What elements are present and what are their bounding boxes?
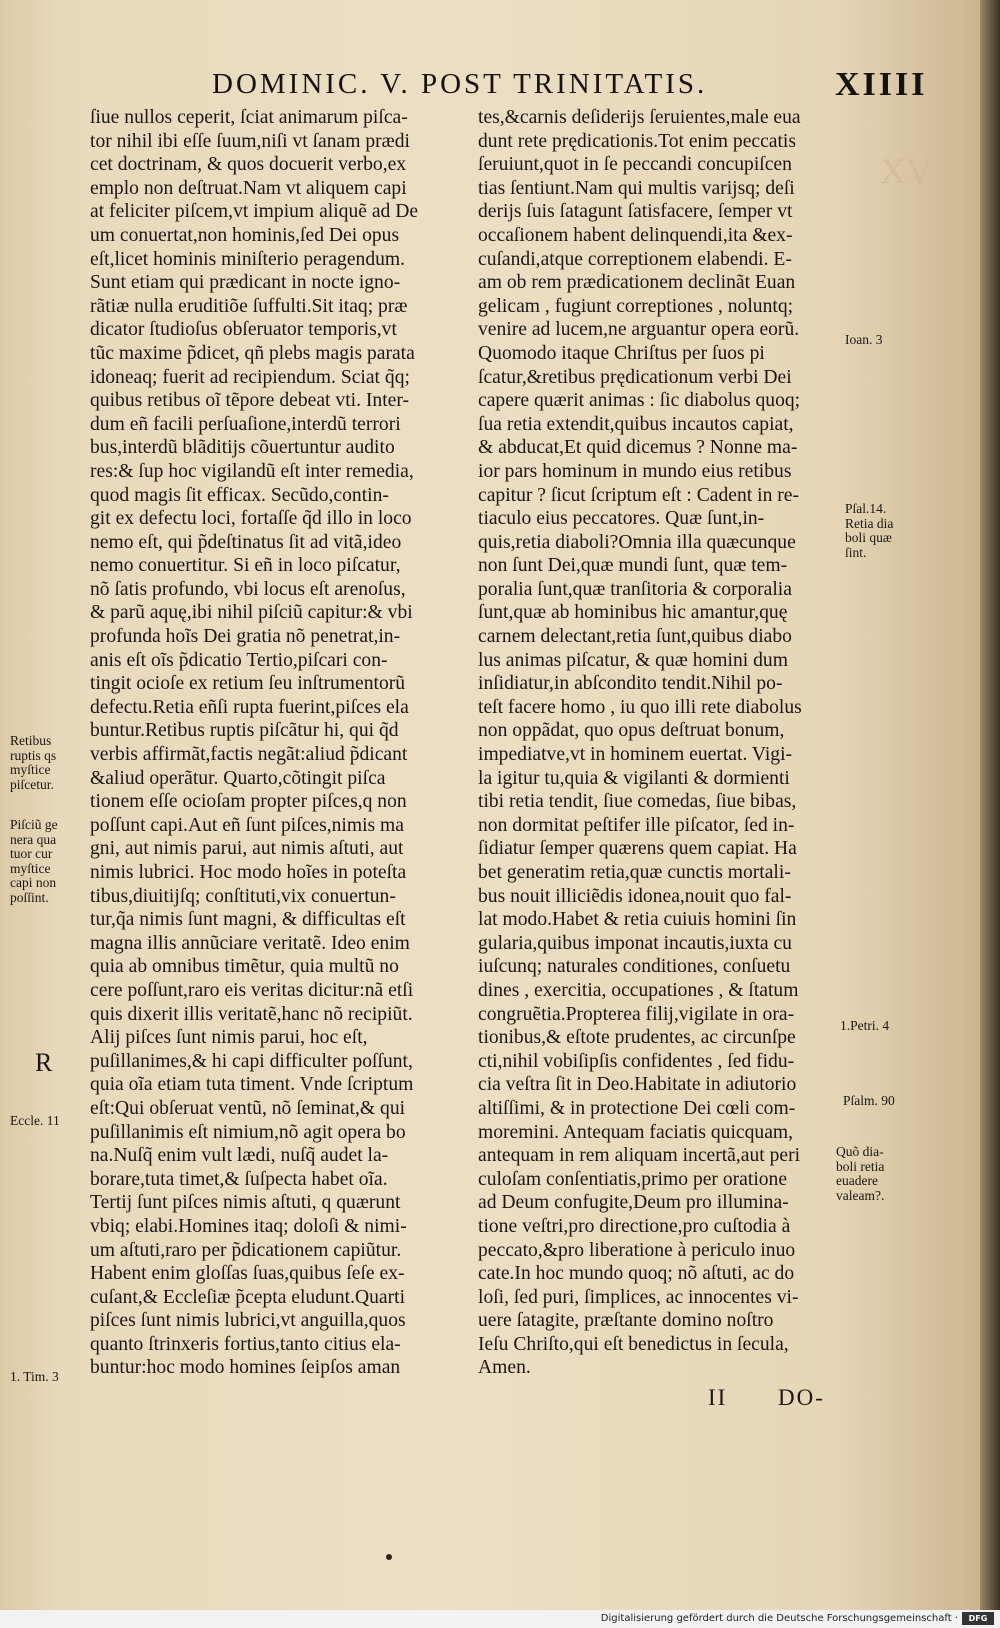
text-line: non ſunt Dei,quæ mundi ſunt, quæ tem- — [478, 555, 788, 577]
text-line: nõ ſatis profundo, vbi locus eſt arenoſus, — [90, 578, 406, 600]
text-line: impediatve,vt in hominem euertat. Vigi- — [478, 744, 793, 766]
text-line: lat modo.Habet & retia cuiuis homini ſin — [478, 909, 797, 931]
text-line: altiſſimi, & in protectione Dei cœli com- — [478, 1097, 796, 1119]
text-line: eſt,licet hominis miniſterio peragendum. — [90, 248, 406, 270]
show-through-mark: XV — [880, 151, 932, 191]
margin-note-line: myſtice — [10, 762, 51, 777]
text-line: Sunt etiam qui prædicant in nocte igno- — [90, 272, 401, 294]
text-line: & abducat,Et quid dicemus ? Nonne ma- — [478, 437, 798, 459]
margin-note-line: capi non — [10, 875, 57, 890]
text-line: ſidiatur ſemper quærens quem capiat. Ha — [478, 838, 797, 860]
text-line: occaſionem habent delinquendi,ita &ex- — [478, 224, 793, 246]
text-line: vbiq; elabi.Homines itaq; doloſi & nimi- — [90, 1215, 407, 1237]
text-line: Tertij ſunt piſces nimis aſtuti, q quærunt — [90, 1192, 401, 1214]
text-line: moremini. Antequam faciatis quicquam, — [478, 1121, 794, 1143]
margin-note-line: tuor cur — [10, 846, 53, 861]
catchword: DO- — [778, 1385, 825, 1410]
text-line: bus nouit illiciẽdis idonea,nouit quo fal- — [478, 885, 792, 907]
page-header — [0, 68, 980, 108]
margin-note-quo-diaboli — [836, 1145, 884, 1203]
text-line: ſcatur,&retibus prędicationum verbi Dei — [478, 366, 792, 388]
text-line: emplo non deſtruat.Nam vt aliquem capi — [90, 177, 407, 199]
margin-note-psalm90: Pſalm. 90 — [843, 1093, 895, 1108]
text-line: bus,interdũ blãditijs cõuertuntur audito — [90, 437, 395, 459]
text-line: nimis lubrici. Hoc modo hoĩes in poteſta — [90, 862, 407, 883]
text-line: dines , exercitia, occupationes , & ſtatum — [478, 979, 799, 1001]
text-line: venire ad lucem,ne arguantur opera eorũ. — [478, 319, 800, 341]
margin-note-line: Retia dia — [845, 515, 894, 531]
text-line: git ex defectu loci, fortaſſe q̃d illo in loco — [90, 508, 412, 530]
text-line: tibus,diuitijſq; conſtituti,vix conuertun- — [90, 885, 396, 907]
margin-note-line: nera qua — [10, 831, 57, 847]
text-line: cet doctrinam, & quos docuerit verbo,ex — [90, 154, 407, 176]
text-line: quibus retibus oĩ tẽpore debeat vti. Inter- — [90, 390, 410, 412]
text-line: piſces ſunt nimis lubrici,vt anguilla,quos — [90, 1310, 406, 1332]
text-line: bet generatim retia,quæ cunctis mortali- — [478, 862, 791, 883]
text-line: dum eñ facili perſuaſione,interdũ terrori — [90, 413, 401, 435]
text-line: teſt facere homo , iu quo illi rete diabolus — [478, 696, 802, 718]
text-line: uere ſatagite, præſtante domino noſtro — [478, 1310, 774, 1332]
text-line: poralia ſunt,quæ tranſitoria & corporalia — [478, 578, 792, 600]
text-line: gelicam , fugiunt correptiones , noluntq; — [478, 295, 794, 317]
text-line: gni, aut nimis parui, aut nimis aſtuti, aut — [90, 838, 404, 860]
page-edge — [980, 0, 1000, 1610]
text-line: inſidiatur,in abſcondito tendit.Nihil po- — [478, 673, 783, 695]
folio-number: XIIII — [835, 66, 928, 103]
text-line: culoſam conſentiatis,primo per oratione — [478, 1168, 788, 1190]
text-line: nemo eſt, qui p̃deſtinatus ſit ad vitã,ideo — [90, 531, 402, 553]
text-line: poſſunt capi.Aut eñ ſunt piſces,nimis ma — [90, 814, 404, 836]
text-line: tiaculo eius peccatores. Quæ ſunt,in- — [478, 508, 765, 530]
text-line: cere poſſunt,raro eis veritas dicitur:nã etſi — [90, 979, 414, 1001]
text-line: quia ab omnibus timẽtur, quia multũ no — [90, 956, 399, 978]
text-line: puſillanimis eſt nimium,nõ agit opera bo — [90, 1121, 406, 1143]
text-line: tionem eſſe ocioſam propter piſces,q non — [90, 791, 407, 813]
margin-note-line: poſſint. — [10, 889, 49, 905]
text-line: Quomodo itaque Chriſtus per ſuos pi — [478, 342, 765, 364]
text-line: ſua retia extendit,quibus incautos capiat, — [478, 413, 794, 435]
margin-note-eccle: Eccle. 11 — [10, 1113, 60, 1128]
text-line: antequam in rem aliquam incertã,aut peri — [478, 1145, 801, 1167]
text-line: cuſant,& Eccleſiæ p̃cepta eludunt.Quarti — [90, 1286, 406, 1308]
margin-note-line: Quõ dia- — [836, 1144, 884, 1159]
text-line: iuſcunq; naturales conditiones, conſuetu — [478, 956, 791, 978]
margin-note-line: ruptis qs — [10, 747, 57, 763]
text-line: ſeruiunt,quot in ſe peccandi concupiſcen — [478, 154, 792, 176]
text-line: tione veſtri,pro directione,pro cuſtodia à — [478, 1215, 791, 1237]
text-line: capitur ? ſicut ſcriptum eſt : Cadent in re- — [478, 484, 800, 506]
margin-note-pisciu — [10, 818, 58, 905]
margin-note-line: Retibus — [10, 733, 52, 748]
text-line: cia veſtra ſit in Deo.Habitate in adiutorio — [478, 1074, 797, 1096]
margin-note-line: piſcetur. — [10, 776, 54, 792]
text-line: quia oĩa etiam tuta timent. Vnde ſcriptum — [90, 1074, 414, 1096]
margin-note-psal14 — [845, 502, 893, 560]
text-line: cuſandi,atque correptionem elabendi. E- — [478, 248, 792, 270]
text-line: la igitur tu,quia & vigilanti & dormienti — [478, 767, 790, 789]
text-line: capere quærit animas : ſic diabolus quoq; — [478, 390, 801, 412]
text-line: non dormitat peſtifer ille piſcator, ſed in- — [478, 814, 795, 836]
text-line: congruẽtia.Propterea filij,vigilate in ora- — [478, 1003, 795, 1025]
text-line: Ieſu Chriſto,qui eſt benedictus in ſecula, — [478, 1333, 789, 1355]
text-line: idoneaq; fuerit ad recipiendum. Sciat q̃q; — [90, 366, 410, 388]
text-line: magna illis annũciare veritatẽ. Ideo enim — [90, 932, 410, 954]
signature-mark: II — [708, 1385, 728, 1410]
text-line: lus animas piſcatur, & quæ homini dum — [478, 649, 788, 671]
text-line: buntur:hoc modo homines ſeipſos aman — [90, 1357, 401, 1379]
text-line: tũc maxime p̃dicet, qñ plebs magis parata — [90, 342, 415, 364]
page-speck — [386, 1554, 392, 1560]
text-line: buntur.Retibus ruptis piſcãtur hi, qui q̃d — [90, 720, 399, 742]
text-line: profunda hoĩs Dei gratia nõ penetrat,in- — [90, 626, 401, 648]
text-line: Alij piſces ſunt nimis parui, hoc eſt, — [90, 1027, 368, 1049]
text-line: um aſtuti,raro per p̃dicationem capiũtur. — [90, 1239, 402, 1261]
text-line: na.Nuſq̃ enim vult lædi, nuſq̃ audet la- — [90, 1145, 389, 1167]
text-line: tur,q̃a nimis ſunt magni, & difficultas eſt — [90, 909, 406, 931]
text-line: non oppãdat, quo opus deſtruat bonum, — [478, 720, 785, 742]
text-line: puſillanimes,& hi capi difficulter poſſunt, — [90, 1050, 413, 1072]
text-line: quis,retia diaboli?Omnia illa quæcunque — [478, 531, 796, 553]
text-line: tias ſentiunt.Nam qui multis varijsq; deſi — [478, 177, 795, 199]
text-line: & parũ aquę,ibi nihil piſciũ capitur:& vbi — [90, 602, 413, 624]
text-line: peccato,&pro liberatione à periculo inuo — [478, 1239, 796, 1261]
text-line: ſiue nullos ceperit, ſciat animarum piſca- — [90, 107, 408, 128]
text-line: loſi, ſed puri, ſimplices, ac innocentes vi- — [478, 1286, 799, 1308]
text-line: tionibus,& eſtote prudentes, ac circunſpe — [478, 1027, 796, 1049]
text-line: eſt:Qui obſeruat ventũ, nõ ſeminat,& qui — [90, 1097, 406, 1119]
dfg-logo: DFG — [962, 1612, 994, 1625]
text-line: dicator ſtudioſus obſeruator temporis,vt — [90, 319, 397, 341]
text-line: anis eſt oĩs p̃dicatio Tertio,piſcari con- — [90, 649, 388, 671]
margin-note-line: myſtice — [10, 860, 51, 876]
text-line: quod magis ſit efficax. Secũdo,contin- — [90, 484, 389, 506]
text-line: quanto ſtrinxeris fortius,tanto citius ela- — [90, 1333, 401, 1355]
text-line: ſunt,quæ ab hominibus hic amantur,quę — [478, 602, 788, 624]
text-line: nemo conuertitur. Si eñ in loco piſcatur, — [90, 555, 401, 577]
text-line: &aliud operãtur. Quarto,cõtingit piſca — [90, 767, 386, 789]
left-text-column — [90, 106, 445, 1380]
text-line: um conuertat,non hominis,ſed Dei opus — [90, 224, 400, 246]
text-line: carnem delectant,retia ſunt,quibus diabo — [478, 626, 792, 648]
text-line: cate.In hoc mundo quoq; nõ aſtuti, ac do — [478, 1263, 795, 1285]
text-line: quis dixerit illis veritatẽ,hanc nõ recipiũt. — [90, 1003, 413, 1025]
margin-note-line: Pſal.14. — [845, 501, 887, 516]
text-line: borare,tuta timet,& ſuſpecta habet oĩa. — [90, 1168, 388, 1190]
text-line: at feliciter piſcem,vt impium aliquẽ ad De — [90, 201, 419, 223]
margin-note-petri: 1.Petri. 4 — [840, 1018, 890, 1033]
footer-credit: Digitalisierung gefördert durch die Deutsche Forschungsgemeinschaft · — [600, 1613, 958, 1624]
margin-note-tim: 1. Tim. 3 — [10, 1369, 59, 1384]
margin-note-line: ſint. — [845, 544, 867, 560]
text-line: ad Deum confugite,Deum pro illumina- — [478, 1192, 789, 1214]
text-line: tor nihil ibi eſſe ſuum,niſi vt ſanam prædi — [90, 130, 410, 152]
text-line: tes,&carnis deſiderijs ſeruientes,male eua — [478, 107, 801, 128]
text-line: cti,nihil vobiſipſis confidentes , ſed fidu- — [478, 1050, 795, 1072]
text-line: verbis affirmãt,factis negãt:aliud p̃dicant — [90, 744, 408, 766]
text-line: am ob rem prædicationem declinãt Euan — [478, 272, 796, 294]
text-line: Habent enim gloſſas ſuas,quibus ſeſe ex- — [90, 1263, 405, 1285]
text-line: Amen. — [478, 1357, 531, 1379]
margin-note-line: boli retia — [836, 1158, 885, 1174]
margin-note-line: valeam?. — [836, 1187, 885, 1203]
text-line: defectu.Retia eñſi rupta fuerint,piſces ela — [90, 696, 409, 718]
text-line: ior pars hominum in mundo eius retibus — [478, 460, 792, 482]
margin-note-line: Piſciũ ge — [10, 817, 58, 832]
running-head: DOMINIC. V. POST TRINITATIS. — [212, 68, 708, 100]
text-line: tingit ocioſe ex retium ſeu inſtrumentorũ — [90, 673, 406, 695]
text-line: derijs ſuis ſatagunt ſatisfacere, ſemper vt — [478, 201, 793, 223]
section-initial: R — [35, 1048, 53, 1077]
margin-note-line: euadere — [836, 1173, 878, 1188]
text-line: res:& ſup hoc vigilandũ eſt inter remedia, — [90, 460, 414, 482]
right-text-column — [478, 106, 838, 1380]
text-line: gularia,quibus imponat incautis,iuxta cu — [478, 932, 792, 954]
margin-note-line: boli quæ — [845, 530, 892, 545]
margin-note-retibus — [10, 734, 56, 792]
text-line: tibi retia tendit, ſiue comedas, ſiue bibas, — [478, 791, 797, 813]
footer-bar — [0, 1610, 1000, 1628]
text-line: rãtiæ nulla eruditiõe ſuffulti.Sit itaq; præ — [90, 295, 408, 317]
text-line: dunt rete prędicationis.Tot enim peccatis — [478, 130, 797, 152]
margin-note-ioan: Ioan. 3 — [845, 332, 883, 347]
